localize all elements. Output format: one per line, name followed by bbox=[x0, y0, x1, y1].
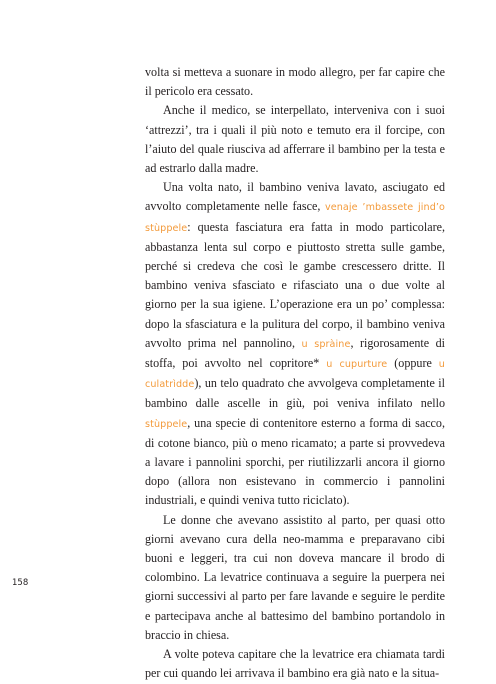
book-text-block bbox=[145, 63, 445, 684]
paragraph-medico bbox=[145, 101, 445, 178]
paragraph-fasciatura bbox=[145, 178, 445, 510]
dialect-term: u cupurture bbox=[326, 359, 388, 371]
page-number: 158 bbox=[12, 578, 29, 588]
paragraph-continuation bbox=[145, 63, 445, 101]
dialect-term: u spràine bbox=[301, 338, 351, 350]
text-run: A volte poteva capitare che la levatrice era chiamata tardi per cui quando lei arrivava il bambino era già nato e la situa- bbox=[145, 647, 445, 681]
text-run: volta si metteva a suonare in modo allegro, per far capire che il pericolo era cessato. bbox=[145, 65, 445, 99]
paragraph-levatrice bbox=[145, 645, 445, 683]
text-run: (oppure bbox=[387, 356, 439, 371]
text-run: Le donne che avevano assistito al parto, per quasi otto giorni avevano cura della neo-mamma e preparavano cibi buoni e leggeri, tra cui non doveva mancare il brodo di colombino. La levatrice continuava a seguire la puerpera nei giorni successivi al parto per fare lavande e seguire le perdite e partecipava anche al battesimo del bambino portandolo in braccio in chiesa. bbox=[145, 512, 445, 642]
dialect-term: stùppele bbox=[145, 418, 188, 430]
text-run: : questa fasciatura era fatta in modo particolare, abbastanza lenta sul corpo e piuttosto stretta sulle gambe, perché si credeva che così le gambe crescessero dritte. Il bambino veniva sfasciato e rifasciato una o due volte al giorno per la sua igiene. L’operazione era un po’ complessa: dopo la sfasciatura e la pulitura del corpo, il bambino veniva avvolto prima nel pannolino, bbox=[145, 219, 445, 350]
dialect-term: venaje ’mbassete jind’o stùppele bbox=[145, 202, 445, 234]
text-run: Anche il medico, se interpellato, interveniva con i suoi ‘attrezzi’, tra i quali il più noto e temuto era il forcipe, con l’aiuto del quale riusciva ad afferrare il bambino per la testa e ad estrarlo dalla madre. bbox=[145, 103, 445, 176]
text-run: Una volta nato, il bambino veniva lavato, asciugato ed avvolto completamente nelle fasce, bbox=[145, 180, 445, 214]
text-run: , rigorosamente di stoffa, poi avvolto nel copritore* bbox=[145, 335, 446, 371]
paragraph-donne bbox=[145, 511, 445, 645]
dialect-term: u culatrìdde bbox=[145, 359, 445, 391]
text-run: ), un telo quadrato che avvolgeva completamente il bambino dalle ascelle in giù, poi veniva infilato nello bbox=[145, 376, 445, 411]
text-run: , una specie di contenitore esterno a forma di sacco, di cotone bianco, più o meno ricamato; a parte si provvedeva a lavare i pannolini sporchi, per riutilizzarli ancora il giorno dopo (allora non esistevano in commercio i pannolini industriali, e quindi veniva tutto riciclato). bbox=[145, 415, 445, 508]
